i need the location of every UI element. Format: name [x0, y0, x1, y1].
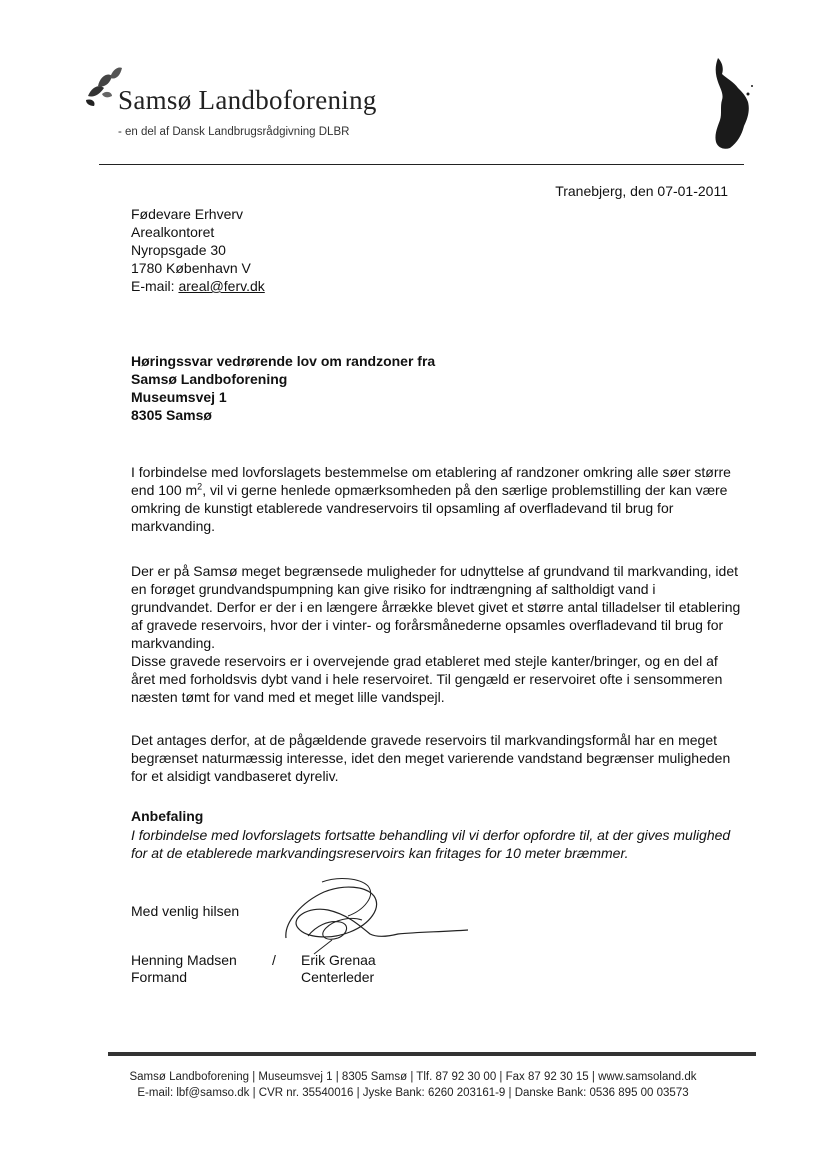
- letter-date: Tranebjerg, den 07-01-2011: [555, 183, 728, 199]
- signatory-title: Formand: [131, 969, 188, 985]
- subject-line: Museumsvej 1: [131, 389, 227, 405]
- letter-subject: [131, 352, 435, 424]
- paragraph-text: Der er på Samsø meget begrænsede muligheder for udnyttelse af grundvand til markvanding, idet en forøget grundvandspumpning kan give risiko for indtrængning af saltholdigt vand i grundvandet. Derfor er der i en længere årrække blevet givet et større antal tilladelser til etablering af gravede reservoirs, hvor der i vinter- og forårsmånederne opsamles overfladevand til brug for markvanding.: [131, 563, 741, 651]
- email-label: E-mail:: [131, 278, 179, 294]
- header-divider: [99, 164, 744, 165]
- body-paragraph: [131, 562, 741, 706]
- subject-line: Høringssvar vedrørende lov om randzoner fra: [131, 353, 436, 369]
- recipient-line: Fødevare Erhverv: [131, 206, 244, 222]
- body-paragraph: [131, 463, 741, 535]
- subject-line: Samsø Landboforening: [131, 371, 288, 387]
- samso-island-map-icon: [712, 56, 754, 152]
- recipient-line: Nyropsgade 30: [131, 242, 226, 258]
- paragraph-text: , vil vi gerne henlede opmærksomheden på den særlige problemstilling der kan være omkring de kunstigt etablerede vandreservoirs til opsamling af overfladevand til brug for markvanding.: [131, 482, 728, 534]
- closing-greeting: Med venlig hilsen: [131, 903, 240, 919]
- footer-banking-line: E-mail: lbf@samso.dk | CVR nr. 35540016 | Jyske Bank: 6260 203161-9 | Danske Bank: 0536 895 00 03573: [137, 1087, 689, 1099]
- body-paragraph: [131, 731, 741, 785]
- recipient-email-link[interactable]: areal@ferv.dk: [178, 278, 265, 294]
- signatory-name: Henning Madsen: [131, 952, 237, 968]
- handwritten-signature: [278, 876, 474, 956]
- recommendation-heading: Anbefaling: [131, 808, 204, 824]
- recipient-line: Arealkontoret: [131, 224, 215, 240]
- recipient-email-row: [131, 277, 265, 295]
- paragraph-text: Det antages derfor, at de pågældende gravede reservoirs til markvandingsformål har en meget begrænset naturmæssig interesse, idet den meget varierende vandstand begrænser muligheden for et alsidigt vandbaseret dyreliv.: [131, 732, 731, 784]
- footer-divider: [108, 1052, 756, 1056]
- subject-line: 8305 Samsø: [131, 407, 212, 423]
- paragraph-text: Disse gravede reservoirs er i overvejende grad etableret med stejle kanter/bringer, og en del af året med forholdsvis dybt vand i hele reservoiret. Til gengæld er reservoiret ofte i sensommeren næsten tømt for vand med et meget lille vandspejl.: [131, 653, 723, 705]
- signatory-left: [131, 952, 237, 986]
- superscript: 2: [197, 481, 203, 492]
- recipient-line: 1780 København V: [131, 260, 251, 276]
- organization-tagline: - en del af Dansk Landbrugsrådgivning DLBR: [118, 126, 350, 138]
- signatory-right: [301, 952, 376, 986]
- recipient-address: [131, 205, 265, 295]
- recommendation-text: I forbindelse med lovforslagets fortsatte behandling vil vi derfor opfordre til, at der gives mulighed for at de etablerede markvandingsreservoirs kan fritages for 10 meter bræmmer.: [131, 827, 731, 861]
- paragraph-text: I forbindelse med lovforslagets bestemmelse om etablering af randzoner omkring alle søer større end 100 m: [131, 464, 731, 498]
- signatory-title: Centerleder: [301, 969, 375, 985]
- organization-name: Samsø Landboforening: [118, 85, 377, 115]
- signatory-separator: /: [272, 952, 276, 968]
- signatory-name: Erik Grenaa: [301, 952, 376, 968]
- footer-contact-line: Samsø Landboforening | Museumsvej 1 | 8305 Samsø | Tlf. 87 92 30 00 | Fax 87 92 30 15 | www.samsoland.dk: [129, 1071, 697, 1083]
